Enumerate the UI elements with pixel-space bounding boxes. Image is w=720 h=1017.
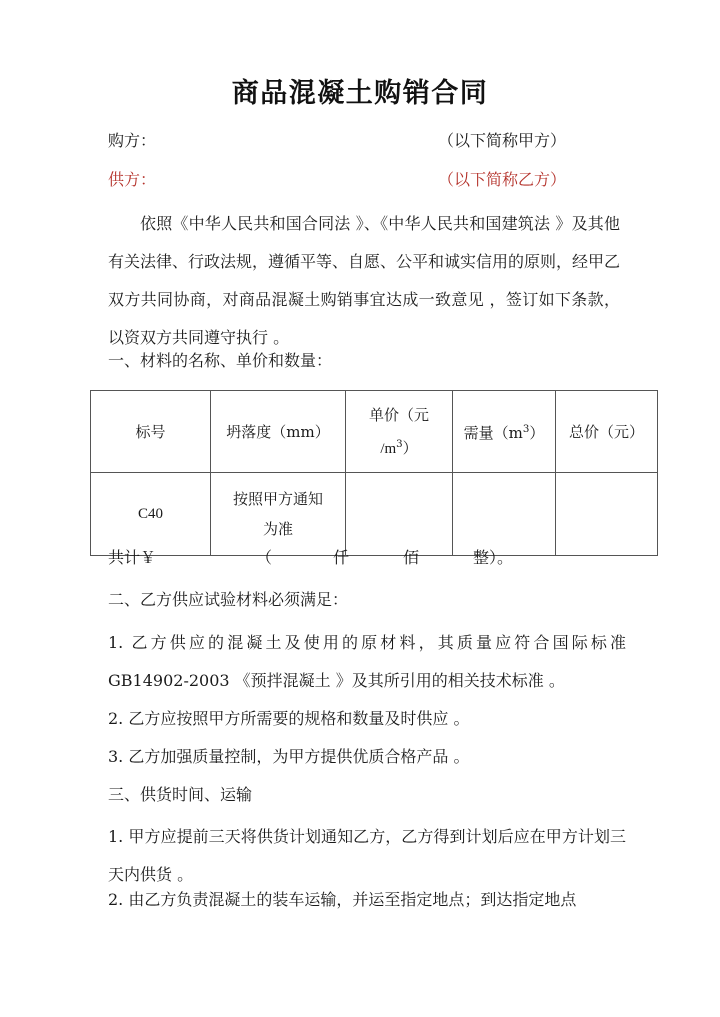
supplier-row xyxy=(108,170,628,191)
cell-slump-line1: 按照甲方通知 xyxy=(232,490,323,508)
supplier-alias: （以下简称乙方） xyxy=(438,170,567,189)
cell-grade: C40 xyxy=(91,473,211,556)
header-total: 总价（元） xyxy=(556,391,658,473)
cell-total[interactable] xyxy=(556,473,658,556)
header-price-line1: 单价（元 xyxy=(368,405,429,424)
header-price-close-paren: ） xyxy=(402,438,418,457)
header-demand-pre: 需量（m xyxy=(463,424,523,442)
buyer-row xyxy=(108,131,628,152)
section-three-heading: 三、供货时间、运输 xyxy=(108,785,253,804)
cell-price[interactable] xyxy=(346,473,453,556)
section-three-item-2: 2. 由乙方负责混凝土的装车运输，并运至指定地点；到达指定地点 xyxy=(108,890,577,909)
section-two-heading: 二、乙方供应试验材料必须满足： xyxy=(108,590,349,609)
total-bai-unit: 佰 xyxy=(403,548,420,567)
section-two-item-1: 1. 乙方供应的混凝土及使用的原材料，其质量应符合国际标准 GB14902-2003 《预拌混凝土 》及其所引用的相关技术标准 。 xyxy=(108,633,626,690)
header-demand-post: ） xyxy=(529,424,545,442)
header-price-line2 xyxy=(348,430,450,464)
header-demand-exponent: 3 xyxy=(522,424,530,435)
buyer-label: 购方： xyxy=(108,131,157,150)
total-qian-unit: 仟 xyxy=(333,548,350,567)
page-title: 商品混凝土购销合同 xyxy=(231,78,489,109)
materials-table xyxy=(90,390,658,556)
buyer-alias: （以下简称甲方） xyxy=(438,131,567,150)
section-two-item-3: 3. 乙方加强质量控制，为甲方提供优质合格产品 。 xyxy=(108,747,470,766)
header-price xyxy=(346,391,453,473)
header-price-unit: /m xyxy=(380,440,397,457)
section-three-item-1: 1. 甲方应提前三天将供货计划通知乙方，乙方得到计划后应在甲方计划三天内供货 。 xyxy=(108,827,626,884)
cell-slump-line2: 为准 xyxy=(262,520,293,538)
header-grade: 标号 xyxy=(91,391,211,473)
intro-paragraph: 依照《中华人民共和国合同法 》、《中华人民共和国建筑法 》及其他有关法律、行政法规，遵循平等、自愿、公平和诚实信用的原则，经甲乙双方共同协商，对商品混凝土购销事宜达成一致意见 ，签订如下条款，以资双方共同遵守执行 。 xyxy=(108,214,621,347)
cell-slump xyxy=(211,473,346,556)
header-demand xyxy=(453,391,556,473)
supplier-label: 供方： xyxy=(108,170,157,189)
table-row xyxy=(91,473,658,556)
total-open-paren: （ xyxy=(256,548,273,567)
section-two-item-2: 2. 乙方应按照甲方所需要的规格和数量及时供应 。 xyxy=(108,709,470,728)
table-header-row xyxy=(91,391,658,473)
section-one-heading: 一、材料的名称、单价和数量： xyxy=(108,351,333,370)
total-prefix: 共计￥ xyxy=(108,548,157,567)
cell-demand[interactable] xyxy=(453,473,556,556)
header-price-exponent: 3 xyxy=(396,438,403,450)
header-slump: 坍落度（mm） xyxy=(211,391,346,473)
total-suffix: 整）。 xyxy=(473,548,514,567)
